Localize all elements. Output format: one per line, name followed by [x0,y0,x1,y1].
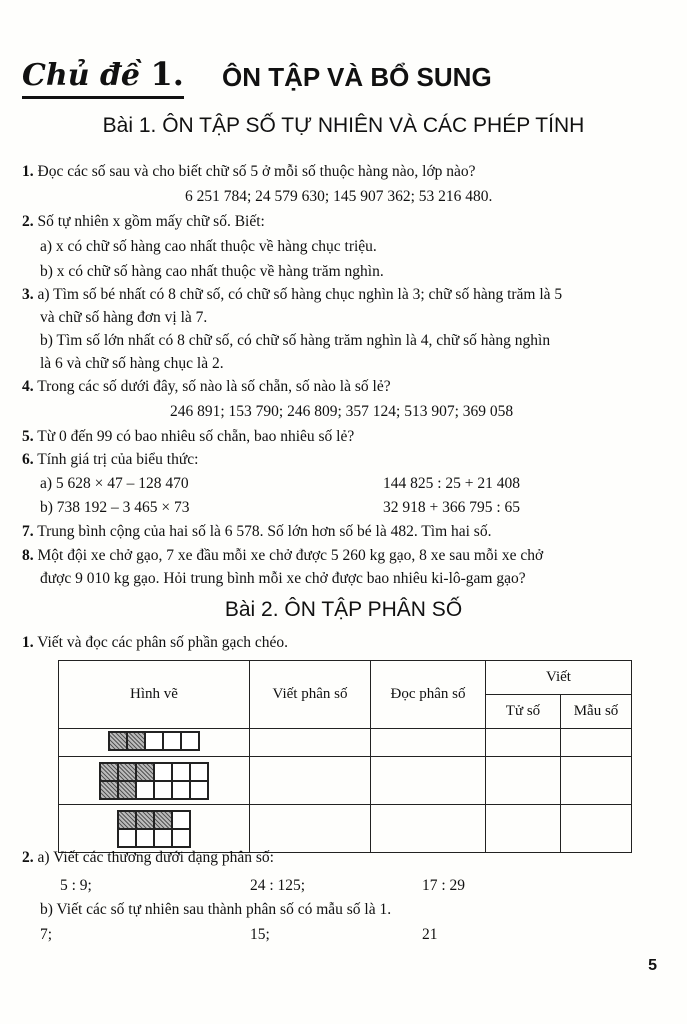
exercise-number: 8. [22,547,34,564]
exercise-text: 246 891; 153 790; 246 809; 357 124; 513 907; 369 058 [170,403,514,420]
item: 5 : 9; [60,877,92,894]
figure-cell [59,805,250,853]
figure-cell [59,729,250,757]
item: 15; [250,926,270,943]
answer-cell[interactable] [371,805,486,853]
answer-cell[interactable] [371,757,486,805]
exercise-line [22,522,491,542]
exercise-text: Tính giá trị của biểu thức: [33,451,199,468]
header-write-fraction: Viết phân số [250,661,371,729]
exercise-text: được 9 010 kg gạo. Hỏi trung bình mỗi xe chở được bao nhiêu ki-lô-gam gạo? [40,570,526,587]
header-figure: Hình vẽ [59,661,250,729]
exercise-text: Số tự nhiên x gồm mấy chữ số. Biết: [33,213,265,230]
exercise-line [40,498,190,518]
exercise-line [40,569,526,589]
exercise-text: Viết và đọc các phân số phần gạch chéo. [33,634,289,651]
answer-cell[interactable] [250,757,371,805]
fraction-table [58,660,632,853]
answer-cell[interactable] [486,729,561,757]
header-numerator: Tử số [486,695,561,729]
header-write: Viết [486,661,632,695]
exercise-line [22,546,543,566]
exercise-text: Từ 0 đến 99 có bao nhiêu số chẵn, bao nhiêu số lẻ? [33,428,355,445]
exercise-line [185,187,492,207]
item: 17 : 29 [422,877,466,894]
exercise-text: b) Tìm số lớn nhất có 8 chữ số, có chữ số hàng trăm nghìn là 4, chữ số hàng nghìn [40,332,551,349]
lesson-1-title: Bài 1. ÔN TẬP SỐ TỰ NHIÊN VÀ CÁC PHÉP TÍNH [102,114,585,137]
answer-cell[interactable] [561,757,632,805]
item: 21 [422,926,438,943]
exercise-text: Đọc các số sau và cho biết chữ số 5 ở mỗi số thuộc hàng nào, lớp nào? [33,163,476,180]
exercise-text: b) Viết các số tự nhiên sau thành phân số có mẫu số là 1. [40,901,392,918]
answer-cell[interactable] [371,729,486,757]
exercise-text: a) 5 628 × 47 – 128 470 [40,475,189,492]
fraction-figure-3 [117,810,191,848]
exercise-line [22,450,198,470]
exercise-text: b) x có chữ số hàng cao nhất thuộc về hàng trăm nghìn. [40,263,384,280]
topic-label: Chủ đề [22,58,141,93]
exercise-line [22,377,391,397]
fraction-figure-2 [99,762,209,800]
topic-number: 1. [150,55,184,93]
exercise-text: a) Tìm số bé nhất có 8 chữ số, có chữ số hàng chục nghìn là 3; chữ số hàng trăm là 5 [33,286,563,303]
exercise-line [22,285,562,305]
exercise-line [40,308,207,328]
exercise-number: 5. [22,428,34,445]
chapter-title: ÔN TẬP VÀ BỔ SUNG [222,62,492,92]
exercise-text: Một đội xe chở gạo, 7 xe đầu mỗi xe chở được 5 260 kg gạo, 8 xe sau mỗi xe chở [33,547,544,564]
exercise-number: 7. [22,523,34,540]
exercise-2-1 [22,633,288,653]
exercise-number: 2. [22,213,34,230]
figure-cell [59,757,250,805]
topic-heading [22,56,184,99]
expression: 32 918 + 366 795 : 65 [383,499,521,516]
answer-cell[interactable] [561,805,632,853]
answer-cell[interactable] [486,757,561,805]
exercise-text: Trong các số dưới đây, số nào là số chẵn, số nào là số lẻ? [33,378,391,395]
exercise-line [40,262,384,282]
page-number: 5 [648,957,657,974]
fraction-figure-1 [108,731,200,751]
exercise-line [22,427,354,447]
exercise-line [170,402,513,422]
exercise-line [40,354,224,374]
exercise-number: 6. [22,451,34,468]
exercise-line [40,331,550,351]
exercise-line [22,212,265,232]
item: 7; [40,926,53,943]
exercise-text: 6 251 784; 24 579 630; 145 907 362; 53 216 480. [185,188,493,205]
exercise-number: 3. [22,286,34,303]
exercise-text: a) Viết các thương dưới dạng phân số: [33,849,274,866]
exercise-text: là 6 và chữ số hàng chục là 2. [40,355,224,372]
exercise-number: 2. [22,849,34,866]
answer-cell[interactable] [250,805,371,853]
exercise-number: 1. [22,163,34,180]
exercise-text: và chữ số hàng đơn vị là 7. [40,309,208,326]
header-read-fraction: Đọc phân số [371,661,486,729]
exercise-number: 4. [22,378,34,395]
exercise-text: a) x có chữ số hàng cao nhất thuộc về hàng chục triệu. [40,238,377,255]
answer-cell[interactable] [250,729,371,757]
exercise-number: 1. [22,634,34,651]
exercise-text: Trung bình cộng của hai số là 6 578. Số lớn hơn số bé là 482. Tìm hai số. [33,523,492,540]
exercise-line [22,162,476,182]
exercise-text: b) 738 192 – 3 465 × 73 [40,499,190,516]
expression: 144 825 : 25 + 21 408 [383,475,521,492]
answer-cell[interactable] [486,805,561,853]
lesson-2-title: Bài 2. ÔN TẬP PHÂN SỐ [224,598,463,621]
exercise-line [40,237,377,257]
header-denominator: Mẫu số [561,695,632,729]
exercise-line [40,474,189,494]
answer-cell[interactable] [561,729,632,757]
exercise-2-2a [22,848,274,868]
item: 24 : 125; [250,877,306,894]
